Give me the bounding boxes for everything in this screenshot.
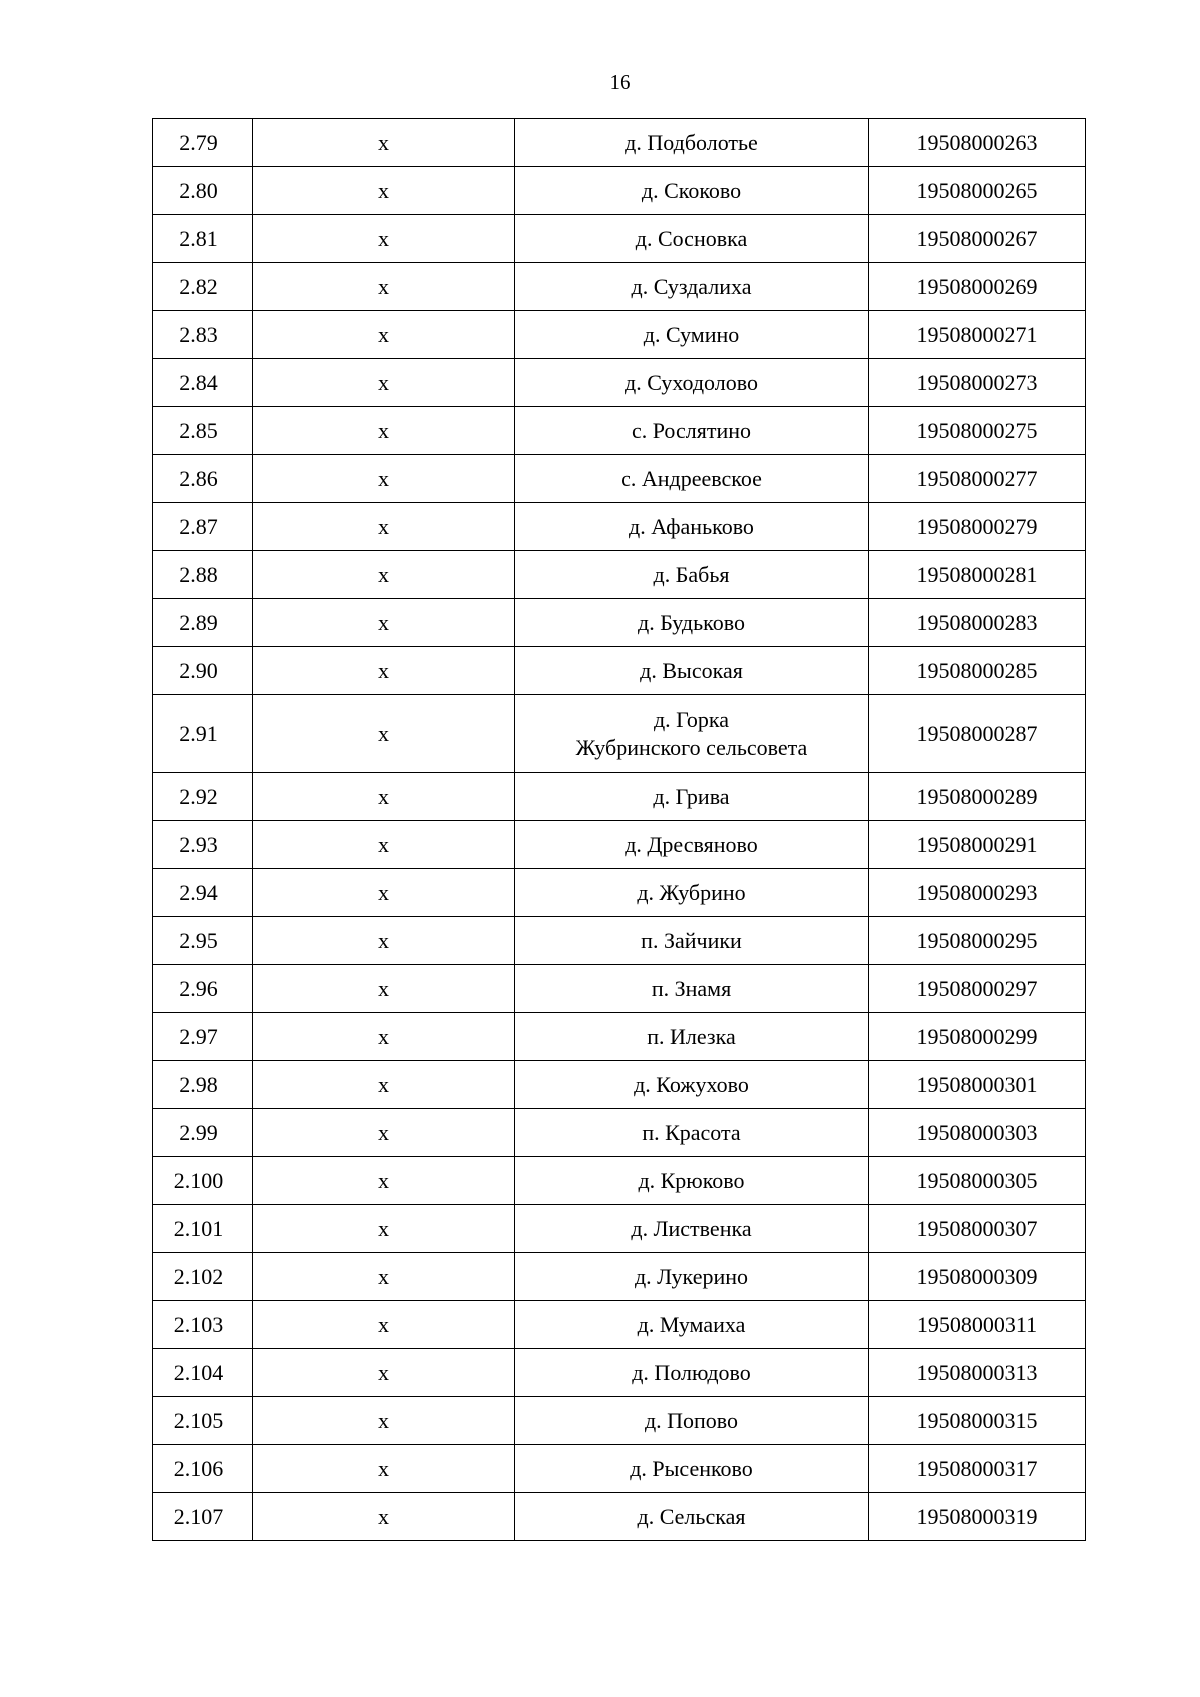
row-number-cell: 2.101 xyxy=(153,1205,253,1253)
settlement-name-cell: д. Лиственка xyxy=(515,1205,869,1253)
row-number-cell: 2.82 xyxy=(153,263,253,311)
table-row xyxy=(153,821,1086,869)
mark-cell: x xyxy=(253,551,515,599)
settlement-name-cell: д. Полюдово xyxy=(515,1349,869,1397)
settlement-name-cell: п. Зайчики xyxy=(515,917,869,965)
mark-cell: x xyxy=(253,695,515,773)
mark-cell: x xyxy=(253,407,515,455)
oktmo-code-cell: 19508000285 xyxy=(869,647,1086,695)
table-row xyxy=(153,263,1086,311)
table-row xyxy=(153,1157,1086,1205)
table-body xyxy=(153,119,1086,1541)
oktmo-code-cell: 19508000279 xyxy=(869,503,1086,551)
table-row xyxy=(153,1349,1086,1397)
oktmo-code-cell: 19508000263 xyxy=(869,119,1086,167)
mark-cell: x xyxy=(253,1061,515,1109)
row-number-cell: 2.91 xyxy=(153,695,253,773)
row-number-cell: 2.81 xyxy=(153,215,253,263)
mark-cell: x xyxy=(253,1493,515,1541)
table-row xyxy=(153,359,1086,407)
mark-cell: x xyxy=(253,1445,515,1493)
oktmo-code-cell: 19508000305 xyxy=(869,1157,1086,1205)
settlement-name-cell: д. Крюково xyxy=(515,1157,869,1205)
oktmo-code-cell: 19508000267 xyxy=(869,215,1086,263)
row-number-cell: 2.107 xyxy=(153,1493,253,1541)
settlement-name-cell: д. Скоково xyxy=(515,167,869,215)
oktmo-code-cell: 19508000315 xyxy=(869,1397,1086,1445)
table-row xyxy=(153,1013,1086,1061)
mark-cell: x xyxy=(253,821,515,869)
row-number-cell: 2.89 xyxy=(153,599,253,647)
oktmo-code-cell: 19508000271 xyxy=(869,311,1086,359)
row-number-cell: 2.94 xyxy=(153,869,253,917)
table-row xyxy=(153,599,1086,647)
oktmo-code-cell: 19508000311 xyxy=(869,1301,1086,1349)
row-number-cell: 2.93 xyxy=(153,821,253,869)
table-row xyxy=(153,407,1086,455)
mark-cell: x xyxy=(253,455,515,503)
oktmo-code-cell: 19508000269 xyxy=(869,263,1086,311)
table-row xyxy=(153,1109,1086,1157)
settlement-name-cell: д. Рысенково xyxy=(515,1445,869,1493)
settlement-name-cell: п. Знамя xyxy=(515,965,869,1013)
mark-cell: x xyxy=(253,1157,515,1205)
row-number-cell: 2.86 xyxy=(153,455,253,503)
oktmo-code-cell: 19508000319 xyxy=(869,1493,1086,1541)
settlement-name-cell: д. Горка Жубринского сельсовета xyxy=(515,695,869,773)
mark-cell: x xyxy=(253,869,515,917)
settlement-name-cell: д. Кожухово xyxy=(515,1061,869,1109)
mark-cell: x xyxy=(253,503,515,551)
row-number-cell: 2.90 xyxy=(153,647,253,695)
row-number-cell: 2.92 xyxy=(153,773,253,821)
table-row xyxy=(153,215,1086,263)
oktmo-code-cell: 19508000303 xyxy=(869,1109,1086,1157)
row-number-cell: 2.85 xyxy=(153,407,253,455)
table-row xyxy=(153,1397,1086,1445)
settlement-name-cell: д. Сумино xyxy=(515,311,869,359)
settlement-name-cell: д. Грива xyxy=(515,773,869,821)
mark-cell: x xyxy=(253,965,515,1013)
oktmo-code-cell: 19508000307 xyxy=(869,1205,1086,1253)
settlement-name-cell: д. Высокая xyxy=(515,647,869,695)
mark-cell: x xyxy=(253,167,515,215)
settlement-name-cell: с. Рослятино xyxy=(515,407,869,455)
mark-cell: x xyxy=(253,263,515,311)
settlement-name-cell: п. Илезка xyxy=(515,1013,869,1061)
oktmo-code-cell: 19508000287 xyxy=(869,695,1086,773)
row-number-cell: 2.79 xyxy=(153,119,253,167)
table-row xyxy=(153,1445,1086,1493)
table-row xyxy=(153,503,1086,551)
row-number-cell: 2.88 xyxy=(153,551,253,599)
oktmo-code-cell: 19508000299 xyxy=(869,1013,1086,1061)
mark-cell: x xyxy=(253,917,515,965)
settlement-name-cell: д. Подболотье xyxy=(515,119,869,167)
table-row xyxy=(153,1301,1086,1349)
table-row xyxy=(153,1205,1086,1253)
mark-cell: x xyxy=(253,647,515,695)
row-number-cell: 2.84 xyxy=(153,359,253,407)
oktmo-code-cell: 19508000295 xyxy=(869,917,1086,965)
mark-cell: x xyxy=(253,311,515,359)
mark-cell: x xyxy=(253,359,515,407)
mark-cell: x xyxy=(253,1397,515,1445)
table-row xyxy=(153,1061,1086,1109)
oktmo-code-cell: 19508000313 xyxy=(869,1349,1086,1397)
oktmo-code-cell: 19508000275 xyxy=(869,407,1086,455)
table-row xyxy=(153,869,1086,917)
table-row xyxy=(153,1493,1086,1541)
oktmo-code-cell: 19508000277 xyxy=(869,455,1086,503)
row-number-cell: 2.102 xyxy=(153,1253,253,1301)
table-row xyxy=(153,695,1086,773)
settlements-table xyxy=(152,118,1086,1541)
oktmo-code-cell: 19508000283 xyxy=(869,599,1086,647)
oktmo-code-cell: 19508000281 xyxy=(869,551,1086,599)
table-row xyxy=(153,119,1086,167)
row-number-cell: 2.106 xyxy=(153,1445,253,1493)
settlement-name-cell: д. Бабья xyxy=(515,551,869,599)
mark-cell: x xyxy=(253,1109,515,1157)
settlement-name-cell: д. Афаньково xyxy=(515,503,869,551)
settlement-name-cell: д. Дресвяново xyxy=(515,821,869,869)
row-number-cell: 2.83 xyxy=(153,311,253,359)
table-row xyxy=(153,1253,1086,1301)
oktmo-code-cell: 19508000289 xyxy=(869,773,1086,821)
settlement-name-cell: д. Жубрино xyxy=(515,869,869,917)
settlement-name-cell: д. Попово xyxy=(515,1397,869,1445)
settlement-name-cell: д. Лукерино xyxy=(515,1253,869,1301)
mark-cell: x xyxy=(253,773,515,821)
oktmo-code-cell: 19508000293 xyxy=(869,869,1086,917)
oktmo-code-cell: 19508000265 xyxy=(869,167,1086,215)
row-number-cell: 2.103 xyxy=(153,1301,253,1349)
mark-cell: x xyxy=(253,1253,515,1301)
settlement-name-cell: с. Андреевское xyxy=(515,455,869,503)
table-row xyxy=(153,773,1086,821)
row-number-cell: 2.97 xyxy=(153,1013,253,1061)
settlement-name-cell: д. Суздалиха xyxy=(515,263,869,311)
settlement-name-cell: д. Мумаиха xyxy=(515,1301,869,1349)
row-number-cell: 2.80 xyxy=(153,167,253,215)
oktmo-code-cell: 19508000309 xyxy=(869,1253,1086,1301)
row-number-cell: 2.104 xyxy=(153,1349,253,1397)
mark-cell: x xyxy=(253,119,515,167)
settlement-name-cell: д. Будьково xyxy=(515,599,869,647)
oktmo-code-cell: 19508000301 xyxy=(869,1061,1086,1109)
settlement-name-cell: д. Сельская xyxy=(515,1493,869,1541)
oktmo-code-cell: 19508000317 xyxy=(869,1445,1086,1493)
row-number-cell: 2.99 xyxy=(153,1109,253,1157)
mark-cell: x xyxy=(253,215,515,263)
oktmo-code-cell: 19508000273 xyxy=(869,359,1086,407)
table-row xyxy=(153,647,1086,695)
table-row xyxy=(153,455,1086,503)
row-number-cell: 2.105 xyxy=(153,1397,253,1445)
settlement-name-cell: п. Красота xyxy=(515,1109,869,1157)
row-number-cell: 2.98 xyxy=(153,1061,253,1109)
row-number-cell: 2.95 xyxy=(153,917,253,965)
table-row xyxy=(153,311,1086,359)
table-row xyxy=(153,917,1086,965)
row-number-cell: 2.87 xyxy=(153,503,253,551)
oktmo-code-cell: 19508000297 xyxy=(869,965,1086,1013)
mark-cell: x xyxy=(253,1013,515,1061)
table-row xyxy=(153,551,1086,599)
mark-cell: x xyxy=(253,1205,515,1253)
mark-cell: x xyxy=(253,1301,515,1349)
settlement-name-cell: д. Суходолово xyxy=(515,359,869,407)
table-row xyxy=(153,167,1086,215)
settlement-name-cell: д. Сосновка xyxy=(515,215,869,263)
table-row xyxy=(153,965,1086,1013)
mark-cell: x xyxy=(253,1349,515,1397)
page-number: 16 xyxy=(609,70,631,94)
mark-cell: x xyxy=(253,599,515,647)
row-number-cell: 2.100 xyxy=(153,1157,253,1205)
oktmo-code-cell: 19508000291 xyxy=(869,821,1086,869)
row-number-cell: 2.96 xyxy=(153,965,253,1013)
